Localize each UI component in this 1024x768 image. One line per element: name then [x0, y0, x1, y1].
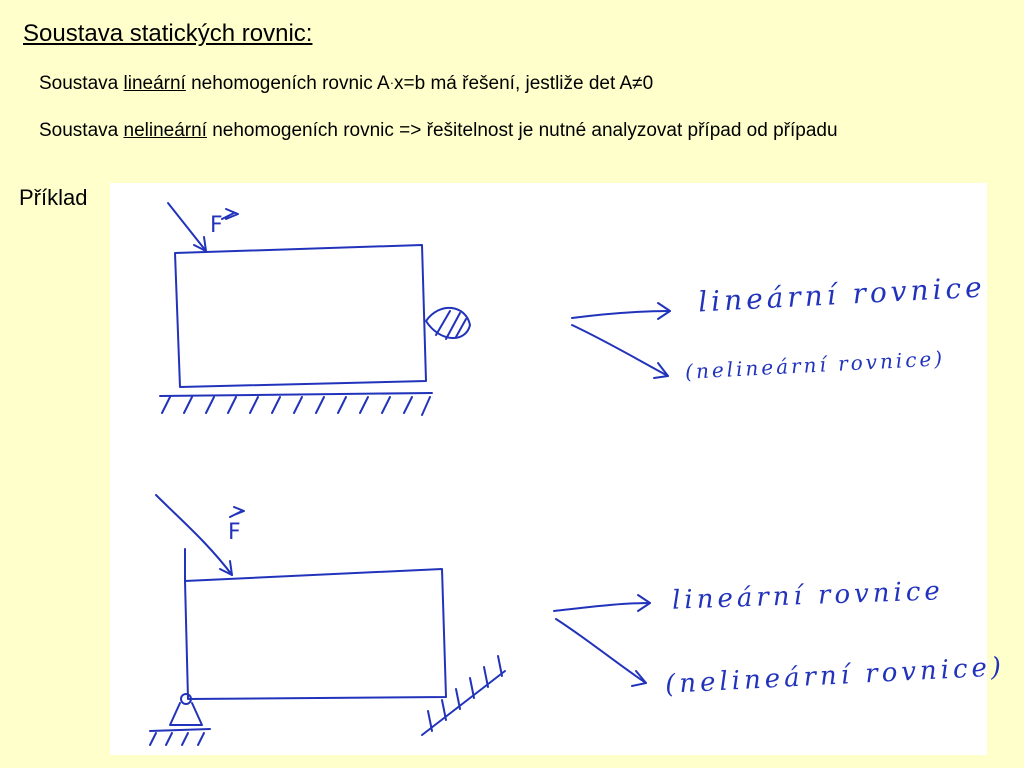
slide-title: Soustava statických rovnic: — [23, 20, 313, 47]
example-label: Příklad — [19, 185, 88, 210]
linear-system-statement: Soustava lineární nehomogeních rovnic A·x=b má řešení, jestliže det A≠0 — [39, 73, 654, 94]
case2-pin-support — [170, 703, 202, 725]
case2-structure — [150, 495, 505, 745]
linear-keyword: lineární — [123, 73, 186, 94]
nonlinear-system-statement: Soustava nelineární nehomogeních rovnic => řešitelnost je nutné analyzovat případ od případu — [39, 120, 838, 141]
case2-arrows — [554, 595, 650, 686]
case2-linear-arrow — [554, 603, 650, 611]
case2-wall-line — [422, 671, 505, 735]
case1-linear-equations-note: lineární rovnice — [697, 270, 987, 319]
case1-ground-hatching — [162, 397, 430, 415]
case1-force-label: F — [210, 213, 223, 238]
case2-force-vector-mark — [230, 507, 244, 517]
case1-nonlinear-arrow — [572, 325, 668, 376]
case2-linear-equations-note: lineární rovnice — [671, 576, 945, 616]
case1-nonlinear-equations-note: (nelineární rovnice) — [684, 346, 946, 384]
case1-linear-arrow — [572, 311, 670, 318]
case1-ground-line — [160, 393, 432, 396]
handwritten-sketch-panel — [110, 183, 1006, 755]
case1-arrows — [572, 303, 670, 378]
case2-nonlinear-equations-note: (nelineární rovnice) — [664, 652, 1006, 700]
case1-structure — [160, 203, 470, 415]
case2-force-label: F — [228, 520, 241, 545]
multiplication-dot: · — [389, 75, 395, 90]
case1-beam-rectangle — [175, 245, 426, 387]
case1-force-vector-mark — [222, 209, 238, 219]
case2-beam-rectangle — [185, 569, 446, 699]
case2-nonlinear-arrow — [556, 619, 646, 683]
case2-wall-hatching — [428, 656, 502, 731]
case2-pin-ground-line — [150, 729, 210, 731]
case2-force-arrow-shaft — [156, 495, 232, 575]
nonlinear-keyword: nelineární — [123, 120, 207, 141]
case1-force-arrow-shaft — [168, 203, 206, 251]
case2-pin-ground-hatching — [150, 733, 204, 745]
